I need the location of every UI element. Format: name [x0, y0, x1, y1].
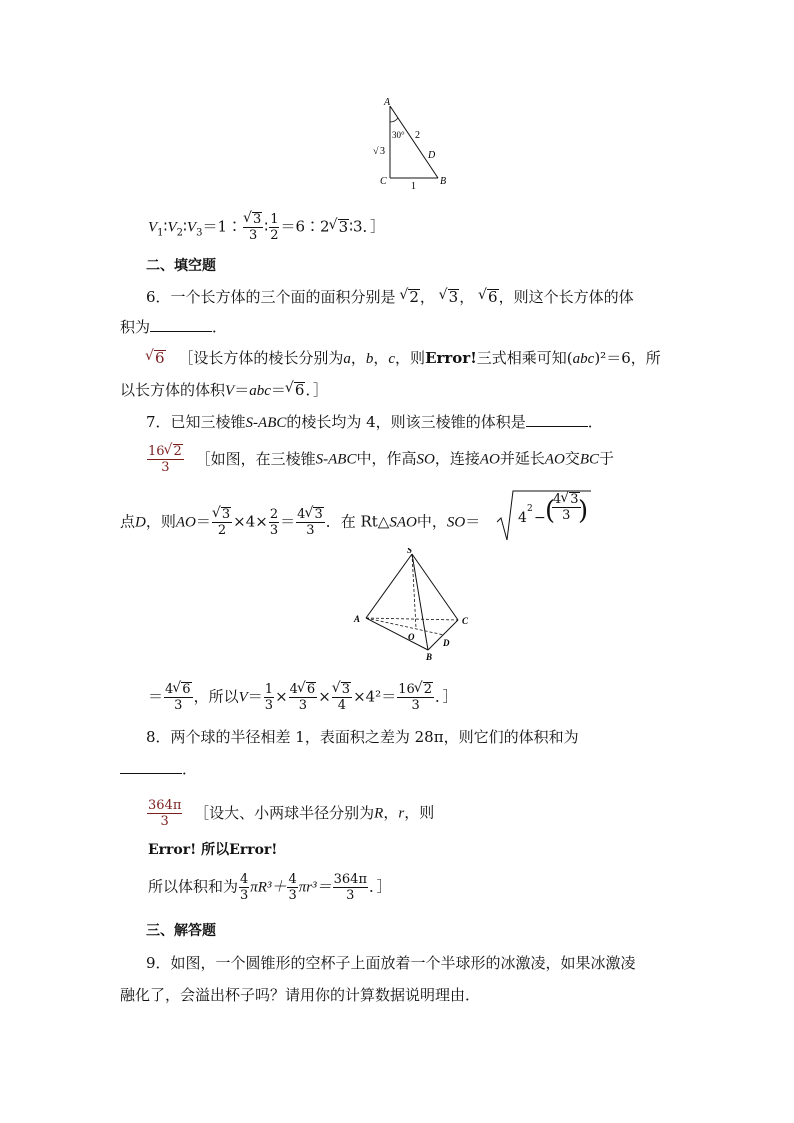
label-b: B [440, 176, 447, 187]
label-cb: 1 [411, 181, 416, 192]
label-a: A [354, 614, 361, 624]
fraction: $\frac{1}{3}$ [264, 682, 274, 713]
fraction: $\frac{4√ 6}{3}$ [289, 682, 318, 713]
question-8-line-1: 8．两个球的半径相差 1，表面积之差为 28π，则它们的体积和为 [146, 728, 579, 746]
question-7-solution-1: $\frac{16√ 2}{3}$ ［如图，在三棱锥S-ABC中，作高SO，连接AO并延长AO交BC于 [146, 444, 614, 475]
fraction: $\frac{1}{2}$ [270, 212, 279, 243]
fraction: $\frac{16√ 2}{3}$ [397, 682, 434, 713]
label-o: O [408, 632, 415, 642]
question-9-line-1: 9．如图，一个圆锥形的空杯子上面放着一个半球形的冰激凌，如果冰激凌 [146, 954, 636, 972]
label-b: B [426, 652, 433, 662]
question-6-line-2: 积为 ． [120, 318, 228, 336]
fraction: $\frac{4√ 3}{3}$ [296, 507, 325, 538]
answer-q8: $\frac{364\pi}{3}$ [148, 798, 182, 829]
label-ac: 3 [380, 146, 385, 157]
answer-q7: $\frac{16√ 2}{3}$ [147, 444, 184, 475]
edge-sc [412, 554, 458, 620]
fraction: $\frac{4}{3}$ [240, 872, 249, 903]
fraction: √ $\frac{3}{2}$ [212, 507, 232, 538]
label-ad: 2 [415, 130, 420, 141]
question-8-solution-1: $\frac{364\pi}{3}$ ［设大、小两球半径分别为R，r，则 [148, 798, 435, 829]
label-c: C [462, 616, 469, 626]
answer-blank [526, 412, 588, 427]
label-d: D [443, 638, 450, 648]
fraction: $\frac{4√ 6}{3}$ [164, 682, 193, 713]
question-9-line-2: 融化了，会溢出杯子吗？请用你的计算数据说明理由． [120, 986, 481, 1004]
tetrahedron-figure [350, 548, 480, 662]
question-7-solution-2: 点D，则AO＝ √ $\frac{3}{2}$ ×4× $\frac{2}{3}$ ＝ $\frac{4√ 3}{3}$ ．在 Rt△SAO中，SO＝ [120, 507, 480, 538]
question-8-error-line: Error! 所以Error! [148, 842, 278, 858]
label-d: D [428, 150, 436, 161]
question-6-solution-2: 以长方体的体积V＝abc＝√ 6．］ [120, 380, 328, 401]
section-heading-fill-blank: 二、填空题 [146, 258, 216, 274]
fraction: √ $\frac{3}{3}$ [243, 212, 263, 243]
question-7-solution-3: ＝ $\frac{4√ 6}{3}$ ，所以V＝ $\frac{1}{3}$ × $\frac{4√ 6}{3}$ × √ $\frac{3}{4}$ ×4²＝ $\frac{16√ 2}{3}$ ．］ [148, 682, 458, 713]
edge-ac-hidden [366, 618, 458, 620]
answer-q6: √ 6 [154, 350, 166, 365]
label-a: A [384, 97, 391, 108]
label-c: C [380, 176, 387, 187]
question-7-line-1: 7．已知三棱锥S-ABC的棱长均为 4，则该三棱锥的体积是 ． [146, 413, 603, 431]
edge-ab [366, 618, 428, 650]
fraction: $\frac{4√ 3}{3}$ [552, 492, 581, 523]
question-6-line-1: 6．一个长方体的三个面的面积分别是 √ 2， √ 3， √ 6，则这个长方体的体 [146, 287, 634, 307]
section-heading-solve: 三、解答题 [146, 923, 216, 939]
fraction: $\frac{2}{3}$ [269, 507, 279, 538]
angle-arc [390, 118, 398, 122]
answer-blank [120, 759, 182, 774]
question-8-line-2: ． [120, 759, 197, 779]
fraction: $\frac{364\pi}{3}$ [333, 872, 367, 903]
answer-blank [150, 317, 212, 332]
big-radical: 4 2 − ( $\frac{4√ 3}{3}$ ) [496, 488, 592, 542]
label-angle: 30° [392, 130, 405, 140]
label-s: S [407, 548, 413, 555]
question-8-solution-3: 所以体积和为 $\frac{4}{3}$ πR³＋ $\frac{4}{3}$ πr³＝ $\frac{364\pi}{3}$ ．］ [148, 872, 392, 903]
question-6-solution-1: √ 6 ［设长方体的棱长分别为a，b，c，则Error!三式相乘可知(abc)²＝6，所 [146, 348, 661, 369]
edge-sa [366, 554, 412, 618]
fraction: √ $\frac{3}{4}$ [332, 682, 352, 713]
line-ad [366, 618, 444, 635]
volume-ratio-line: $V_1∶V_2∶V_3=1∶$ √ $\frac{3}{3}$ ∶ $\frac{1}{2}$ ＝6∶2√ 3∶3．］ [148, 212, 385, 244]
side-ab [390, 106, 438, 178]
fraction: $\frac{4}{3}$ [288, 872, 297, 903]
label-ac-sqrt: √ [373, 146, 379, 157]
right-triangle-figure [370, 96, 460, 192]
